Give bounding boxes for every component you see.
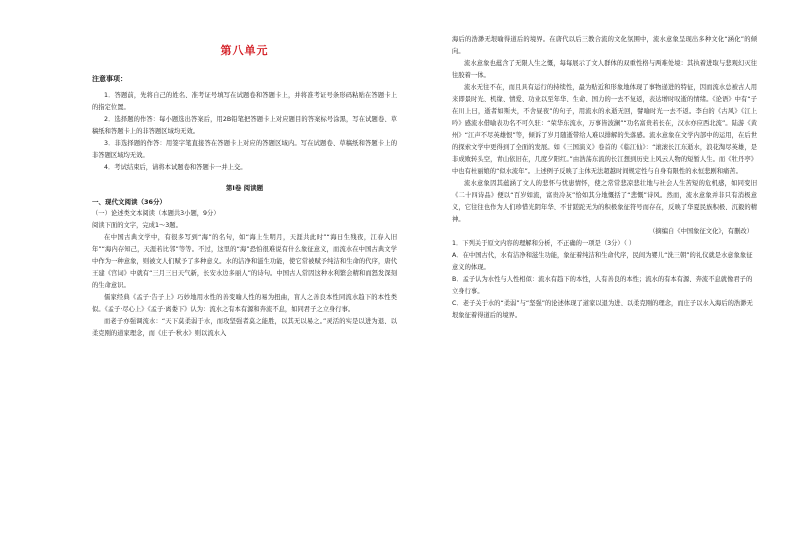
passage-paragraph: 儒家经典《孟子·告子上》巧妙地用水性的善变喻人性的易为扭曲，盲人之善良本性同流水趋下的本性类似。《孟子·尽心上》《孟子·离娄下》认为：流水之有本有源和奔流不息，如同君子之立身行事。 (92, 294, 397, 313)
source-citation: （摘编自《中国象征文化》，有删改） (649, 228, 753, 235)
passage-paragraph: 而老子亦强调流水：“天下莫柔弱于水，而攻坚强者莫之能胜，以其无以易之。”灵活的实是以进为退、以柔克刚的道家理念，而《庄子·秋水》则以流水入 (92, 318, 397, 337)
passage-paragraph: 海后的浩渺无垠喻得道后的境界。在唐代以后三教合流的文化氛围中，流水意象呈现出多种文化“涵化”的倾向。 (452, 36, 757, 55)
question-option-b: B．孟子认为水性与人性相似：流水有趋下的本性，人有善良的本性；流水的有本有源、奔流不息就像君子的立身行事。 (452, 276, 753, 295)
subsection-heading: （一）论述类文本阅读（本题共3小题，9分） (92, 210, 220, 217)
left-column (92, 32, 397, 340)
passage-paragraph: 流水意象因其蕴涵了文人的悲怀与忧患情怀，使之常常悲凉悲壮地与社会人生苦短的危机感，如同变旧《二十四诗品》便以“百岁如流，富贵冷灰”恰如其分地慨括了“悲慨”诗风。然而，流水意象并非只有消极意义，它往往也作为人们珍惜光阴年华、不甘蹉跎无为的积极象征符号而存在，反映了华夏民族积极、沉毅的精神。 (452, 180, 757, 223)
notice-heading: 注意事项： (92, 75, 127, 83)
notice-item: 3．非选择题的作答：用签字笔直接答在答题卡上对应的答题区域内。写在试题卷、草稿纸和答题卡上的非答题区域均无效。 (92, 140, 397, 159)
question-option-a: A．在中国古代，水有洁净和滋生功能，象征着纯洁和生命代序，民间为婴儿“洗三朝”的礼仪就是水意象象征意义的体现。 (452, 252, 753, 271)
question-option-c: C．老子关于水的“柔弱”与“坚强”的论述体现了道家以退为进、以柔克刚的理念，而庄子以水入海后的浩渺无垠象征着得道后的境界。 (452, 300, 753, 319)
section-heading: 一、现代文阅读（36分） (92, 198, 167, 206)
passage-paragraph: 流水意象也蕴含了无限人生之慨，每每展示了文人群体的双重性格与两难处境：其执着进取与悲观幻灭往往胶着一体。 (452, 60, 757, 79)
part-title: 第Ⅰ卷 阅读题 (225, 184, 264, 192)
notice-item: 4．考试结束后，请将本试题卷和答题卡一并上交。 (104, 164, 247, 171)
passage-paragraph: 在中国古典文学中，有很多写到“海”的名句，如“海上生明月，天涯共此时”“海日生残夜，江春入旧年”“海内存知己，天涯若比邻”等等。不过，这里的“海”恐怕很难说有什么象征意义，而流水在中国古典文学中作为一种意象，则被文人们赋予了多种意义。水的洁净和滋生功能，使它常被赋予纯洁和生命的代序，唐代王建《宫词》中就有“三月三日天气新，长安水边多丽人”的诗句。中国古人常因这种水利繁会精和而怒发深刻的生命意识。 (92, 234, 397, 289)
unit-title: 第八单元 (220, 44, 269, 57)
reading-instruction: 阅读下面的文字，完成1～3题。 (92, 222, 182, 229)
notice-item: 2．选择题的作答：每小题选出答案后，用2B铅笔把答题卡上对应题目的答案标号涂黑，写在试题卷、草稿纸和答题卡上的非答题区域均无效。 (92, 116, 397, 135)
right-column (452, 34, 757, 322)
notice-item: 1．答题前，先将自己的姓名、准考证号填写在试题卷和答题卡上，并将准考证号条形码粘贴在答题卡上的指定位置。 (92, 92, 397, 111)
passage-paragraph: 流水无往不在，而且具有运行的持续性，最为贴近和形象地体现了事物递进的特征，因而流水总被古人用来即景时光、机缘、情爱、功业以至年华、生命、国力的一去不复返，表达增时叹逝的情绪。《论语》中有“子在川上曰，逝者如斯夫，不舍昼夜”的句子，用流水的永逝无回，譬喻时光一去不返。李白的《古风》《江上吟》感流水借喻表功名不可久驻：“荣华东流水，万事皆波澜”“功名富贵若长在，汉水亦应西北流”。陆游《黄州》“江声不尽英雄恨”等，倾诉了岁月随逝带给人难以排解的失落感。流水意象在文学内部中的运用，在后世的探索文学中更得到了全面的发展。如《三国演义》卷首的《临江仙》：“滚滚长江东逝水，浪花淘尽英雄，是非成败转头空，青山依旧在，几度夕阳红。”由浩荡东流的长江想到历史上风云人物的短暂人生。而《牡丹亭》中也有杜丽娘的“似水流年”。上述例子反映了主体无法超越时间规定性与自身有限性的永恒悲剧和痛苦。 (452, 84, 757, 175)
question-stem: 1．下列关于原文内容的理解和分析，不正确的一项是（3分）（ ） (452, 240, 636, 247)
